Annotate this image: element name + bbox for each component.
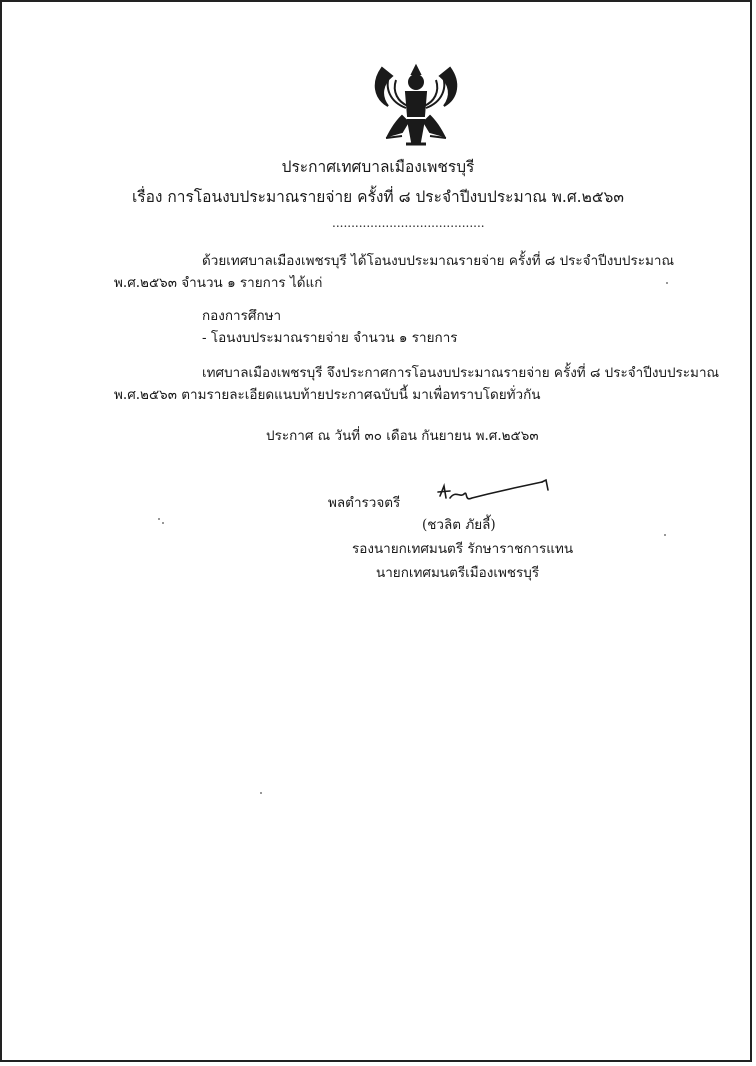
scan-speck [666,282,668,284]
scan-speck [260,792,262,794]
signer-name: (ชวลิต ภัยลี้) [422,517,496,533]
scan-speck [664,534,666,536]
title-divider: ........................................ [332,216,485,230]
paragraph-1-line-1: ด้วยเทศบาลเมืองเพชรบุรี ได้โอนงบประมาณรายจ่าย ครั้งที่ ๘ ประจำปีงบประมาณ [202,253,674,269]
signer-rank: พลตำรวจตรี [328,495,401,511]
document-title: ประกาศเทศบาลเมืองเพชรบุรี [281,158,475,176]
handwritten-signature-icon [434,476,554,510]
paragraph-1-line-2: พ.ศ.๒๕๖๓ จำนวน ๑ รายการ ได้แก่ [114,275,323,291]
transfer-item: - โอนงบประมาณรายจ่าย จำนวน ๑ รายการ [202,330,458,346]
garuda-emblem-icon [362,58,470,150]
signer-position-1: รองนายกเทศมนตรี รักษาราชการแทน [352,541,574,557]
scan-speck [162,522,164,524]
division-name: กองการศึกษา [202,308,282,324]
paragraph-2-line-2: พ.ศ.๒๕๖๓ ตามรายละเอียดแนบท้ายประกาศฉบับนี้ มาเพื่อทราบโดยทั่วกัน [114,387,541,403]
paragraph-2-line-1: เทศบาลเมืองเพชรบุรี จึงประกาศการโอนงบประมาณรายจ่าย ครั้งที่ ๘ ประจำปีงบประมาณ [202,365,720,381]
document-subject: เรื่อง การโอนงบประมาณรายจ่าย ครั้งที่ ๘ ประจำปีงบประมาณ พ.ศ.๒๕๖๓ [132,188,624,206]
scan-speck [158,518,160,520]
announcement-date: ประกาศ ณ วันที่ ๓๐ เดือน กันยายน พ.ศ.๒๕๖๓ [266,428,539,444]
signer-position-2: นายกเทศมนตรีเมืองเพชรบุรี [376,565,540,581]
